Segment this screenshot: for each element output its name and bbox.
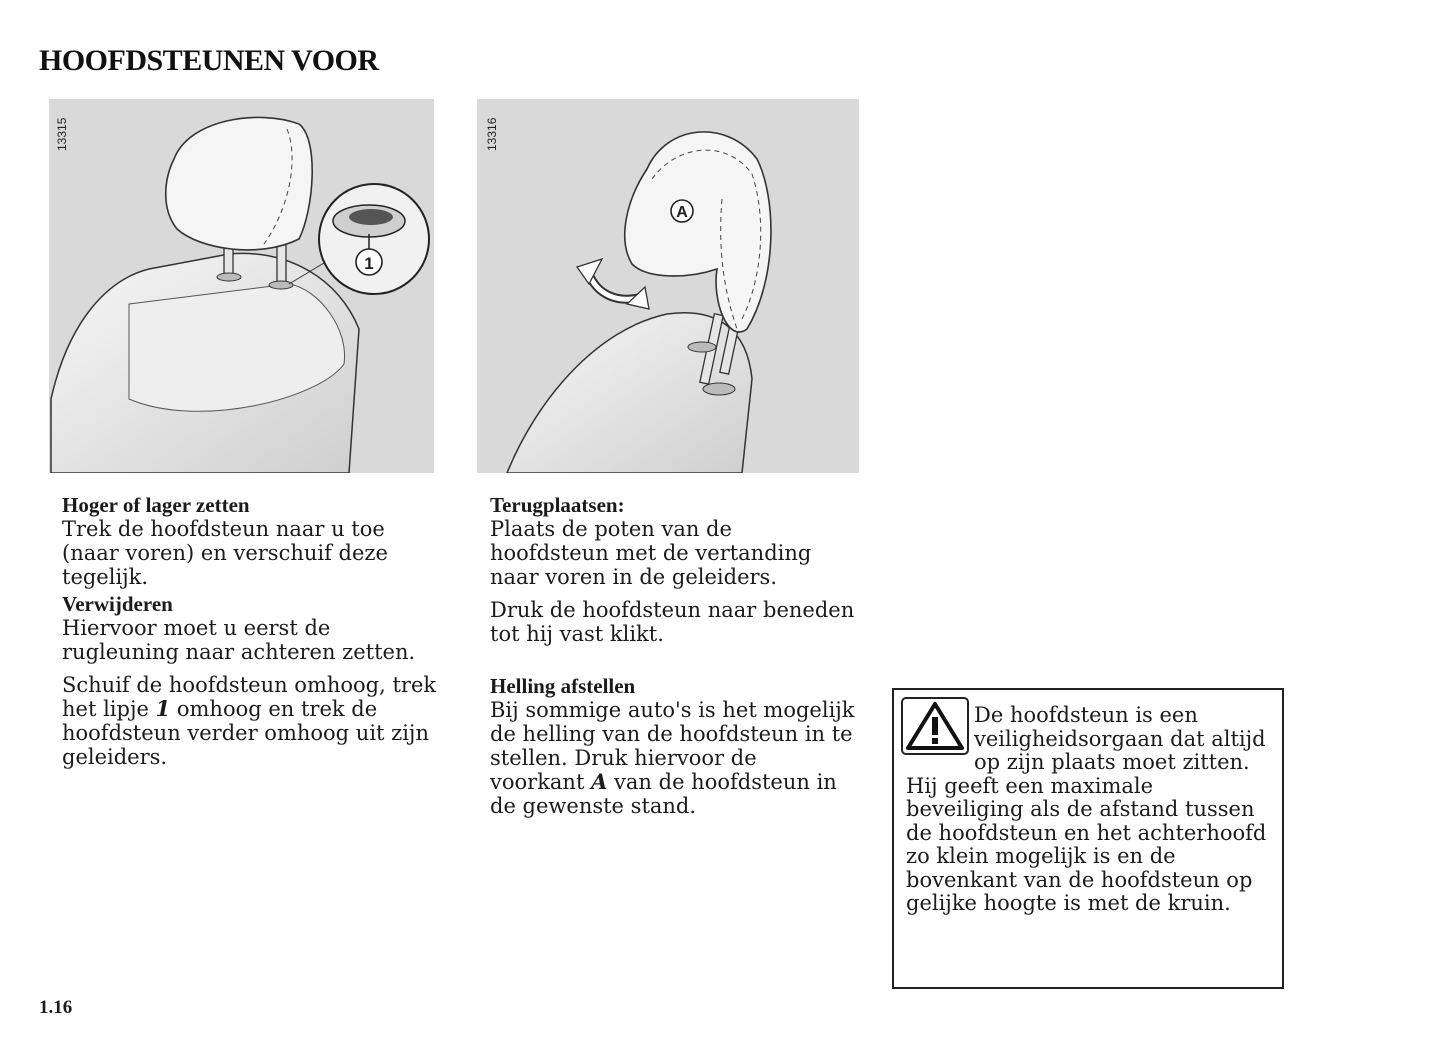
headrest-tilt-illustration <box>477 99 859 473</box>
section-heading: Verwijderen <box>62 592 173 616</box>
section-text: Hiervoor moet u eerst de rugleuning naar achteren zetten. <box>62 616 416 664</box>
section-remove <box>62 592 437 769</box>
figure-headrest-tilt <box>477 99 859 473</box>
page-title: HOOFDSTEUNEN VOOR <box>39 44 379 77</box>
section-text <box>62 673 437 769</box>
reference-a: A <box>591 769 608 794</box>
section-heading: Hoger of lager zetten <box>62 493 250 517</box>
section-heading: Helling afstellen <box>490 674 636 698</box>
text-span: Bij sommige auto's is het mogelijk de helling van de hoofdsteun in te stellen. Druk hiervoor de voorkant <box>490 698 855 794</box>
section-refit <box>490 493 856 646</box>
figure-id: 13316 <box>485 117 499 151</box>
section-heading: Terugplaatsen: <box>490 493 625 517</box>
text-span: omhoog en trek de hoofdsteun verder omhoog uit zijn geleiders. <box>62 697 429 769</box>
text-span: Schuif de hoofdsteun omhoog, trek het lipje <box>62 673 437 721</box>
warning-box <box>892 688 1284 989</box>
callout-1-label: 1 <box>364 254 374 273</box>
reference-1: 1 <box>155 696 171 721</box>
warning-text: De hoofdsteun is een veiligheidsorgaan dat altijd op zijn plaats moet zitten. Hij geeft een maximale beveiliging als de afstand tussen de hoofdsteun en het achterhoofd zo klein mogelijk is en de bovenkant van de hoofdsteun op gelijke hoogte is met de kruin. <box>906 703 1267 915</box>
section-tilt <box>490 674 856 818</box>
headrest-seat-illustration <box>49 99 434 473</box>
section-text <box>490 698 856 818</box>
callout-a-label: A <box>676 204 688 221</box>
figure-headrest-height <box>49 99 434 473</box>
page-number: 1.16 <box>39 997 73 1018</box>
section-text: Plaats de poten van de hoofdsteun met de vertanding naar voren in de geleiders. <box>490 517 812 589</box>
text-span: van de hoofdsteun in de gewenste stand. <box>490 770 837 818</box>
section-text: Druk de hoofdsteun naar beneden tot hij vast klikt. <box>490 598 855 646</box>
figure-id: 13315 <box>55 117 69 151</box>
section-text: Trek de hoofdsteun naar u toe (naar voren) en verschuif deze tegelijk. <box>62 517 388 589</box>
warning-text-block <box>906 704 1270 916</box>
section-raise-lower <box>62 493 437 589</box>
